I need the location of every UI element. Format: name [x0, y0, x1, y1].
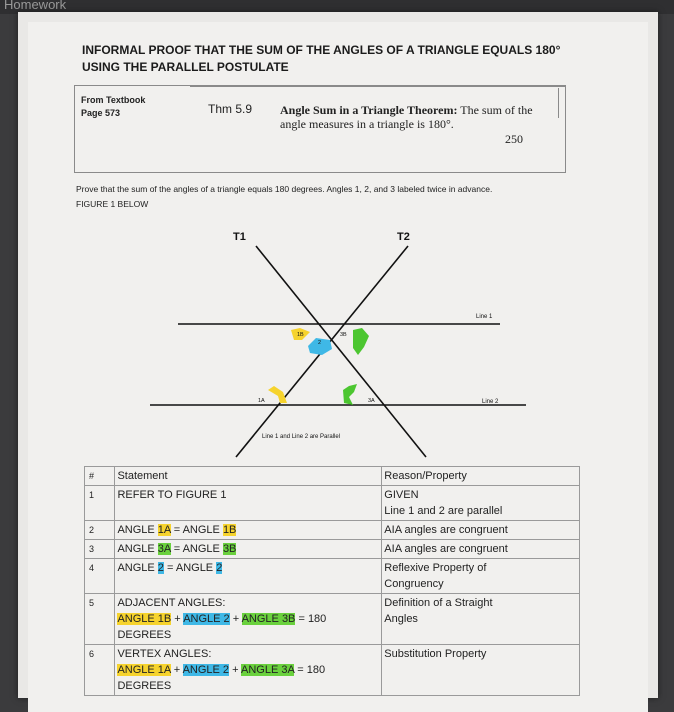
angle-3a-label: 3A — [368, 398, 375, 404]
reason-line: Congruency — [384, 578, 444, 590]
tab-title-text: Homework — [4, 0, 67, 12]
reason-line: Definition of a Straight — [384, 597, 493, 609]
angle-3a-highlight — [343, 384, 357, 405]
statement-text: = ANGLE — [170, 543, 223, 555]
angle-1a-highlight — [268, 386, 287, 403]
row-statement — [115, 521, 382, 540]
reference-source-line-2: Page 573 — [81, 108, 121, 118]
reason-line: AIA angles are congruent — [384, 524, 508, 536]
line-1-label: Line 1 — [476, 314, 493, 320]
row-reason — [382, 486, 580, 521]
row-num: 6 — [85, 645, 115, 696]
statement-text: ANGLE — [117, 543, 158, 555]
title-line-2: USING THE PARALLEL POSTULATE — [82, 60, 289, 74]
table-row — [85, 559, 580, 594]
reason-line: AIA angles are congruent — [384, 543, 508, 555]
statement-text: = ANGLE — [170, 524, 223, 536]
highlight-blue: ANGLE 2 — [183, 613, 230, 625]
statement-text: ANGLE — [117, 524, 158, 536]
highlight-yellow: ANGLE 1B — [117, 613, 172, 625]
statement-text: = 180 DEGREES — [117, 613, 327, 641]
highlight-yellow: 1A — [157, 524, 171, 536]
angle-1b-label: 1B — [297, 332, 304, 338]
angle-3b-highlight — [353, 328, 369, 355]
statement-heading: ADJACENT ANGLES: — [117, 597, 226, 609]
row-statement — [115, 559, 382, 594]
reason-line: Substitution Property — [384, 648, 487, 660]
table-row — [85, 521, 580, 540]
statement-text: + — [229, 664, 241, 676]
highlight-yellow: ANGLE 1A — [117, 664, 171, 676]
row-num: 4 — [85, 559, 115, 594]
reason-line: GIVEN — [384, 489, 419, 501]
highlight-green: 3A — [157, 543, 171, 555]
highlight-blue: 2 — [216, 562, 223, 574]
angle-1a-label: 1A — [258, 398, 265, 404]
table-header-row — [85, 467, 580, 486]
highlight-blue: 2 — [157, 562, 164, 574]
highlight-green: 3B — [222, 543, 237, 555]
row-reason — [382, 559, 580, 594]
angle-2-label: 2 — [318, 340, 322, 346]
table-row — [85, 486, 580, 521]
row-reason — [382, 594, 580, 645]
statement-text: ANGLE — [117, 562, 158, 574]
statement-text: = ANGLE — [163, 562, 217, 574]
statement-text: + — [170, 664, 183, 676]
reason-line: Line 1 and 2 are parallel — [384, 505, 503, 517]
table-row — [85, 540, 580, 559]
highlight-blue: ANGLE 2 — [182, 664, 230, 676]
figure-caption: Line 1 and Line 2 are Parallel — [262, 434, 341, 440]
header-reason: Reason/Property — [382, 467, 580, 486]
header-num: # — [85, 467, 115, 486]
row-statement — [115, 594, 382, 645]
figure-reference: FIGURE 1 BELOW — [76, 199, 149, 209]
reason-line: Angles — [384, 613, 418, 625]
reason-line: Reflexive Property of — [384, 562, 487, 574]
highlight-green: ANGLE 3A — [240, 664, 295, 676]
row-num: 2 — [85, 521, 115, 540]
row-statement: REFER TO FIGURE 1 — [115, 486, 382, 521]
theorem-text: The sum of the angle measures in a triangle is 180°. — [280, 103, 533, 131]
statement-text: + — [171, 613, 184, 625]
row-num: 5 — [85, 594, 115, 645]
row-reason — [382, 540, 580, 559]
title-line-1: INFORMAL PROOF THAT THE SUM OF THE ANGLES OF A TRIANGLE EQUALS 180° — [82, 43, 561, 57]
highlight-green: ANGLE 3B — [241, 613, 296, 625]
row-statement — [115, 540, 382, 559]
row-num: 3 — [85, 540, 115, 559]
header-statement: Statement — [115, 467, 382, 486]
statement-heading: VERTEX ANGLES: — [117, 648, 212, 660]
row-statement — [115, 645, 382, 696]
t1-label: T1 — [233, 231, 246, 243]
line-2-label: Line 2 — [482, 399, 499, 405]
row-num: 1 — [85, 486, 115, 521]
statement-text: + — [229, 613, 242, 625]
proof-table — [84, 466, 580, 696]
row-reason — [382, 521, 580, 540]
reference-source-line-1: From Textbook — [81, 95, 146, 105]
prove-statement: Prove that the sum of the angles of a triangle equals 180 degrees. Angles 1, 2, and 3 labeled twice in advance. — [76, 184, 493, 194]
t2-label: T2 — [397, 231, 410, 243]
theorem-number: Thm 5.9 — [208, 102, 253, 116]
table-row — [85, 645, 580, 696]
highlight-yellow: 1B — [222, 524, 237, 536]
theorem-page-number: 250 — [505, 132, 523, 146]
statement-text: = 180 DEGREES — [117, 664, 326, 692]
angle-3b-label: 3B — [340, 332, 347, 338]
table-row — [85, 594, 580, 645]
row-reason — [382, 645, 580, 696]
transversal-1-line — [256, 246, 426, 457]
theorem-name: Angle Sum in a Triangle Theorem: — [280, 103, 458, 117]
